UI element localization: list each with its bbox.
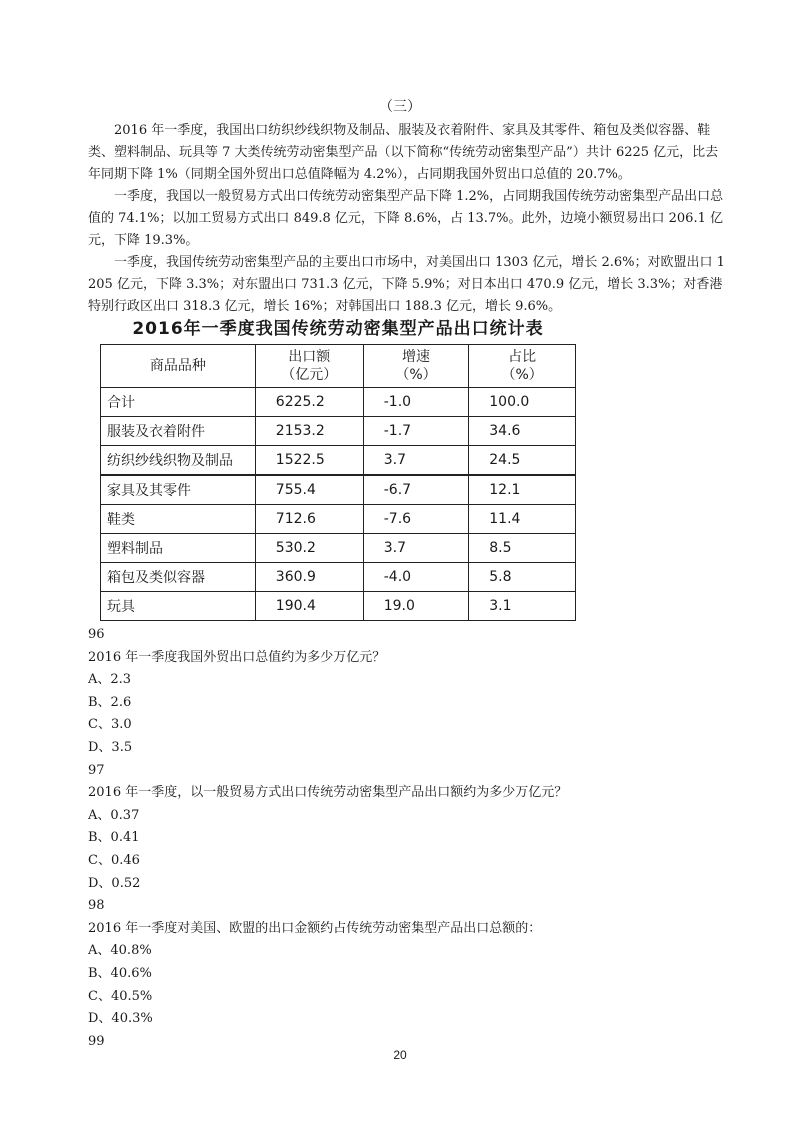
cell-name: 纺织纱线织物及制品 xyxy=(101,446,256,476)
header-share-line1: 占比 xyxy=(508,349,537,365)
cell-export: 530.2 xyxy=(255,534,363,563)
table-row xyxy=(101,475,576,505)
header-growth xyxy=(363,345,469,388)
table-title: 2016年一季度我国传统劳动密集型产品出口统计表 xyxy=(132,319,544,339)
cell-growth: 3.7 xyxy=(363,446,469,476)
answer-option: D、0.52 xyxy=(88,875,141,891)
table-row xyxy=(101,505,576,534)
cell-name: 玩具 xyxy=(101,592,256,621)
answer-option: D、3.5 xyxy=(88,739,133,755)
question-number: 96 xyxy=(88,627,105,642)
cell-name: 鞋类 xyxy=(101,505,256,534)
cell-growth: -1.0 xyxy=(363,388,469,417)
paragraph-2: 一季度，我国以一般贸易方式出口传统劳动密集型产品下降 1.2%，占同期我国传统劳动密集型产品出口总值的 74.1%；以加工贸易方式出口 849.8 亿元，下降 8.6%，占 13.7%。此外，边境小额贸易出口 206.1 亿元，下降 19.3%。 xyxy=(88,189,724,248)
export-stats-table xyxy=(100,344,576,621)
cell-share: 34.6 xyxy=(469,417,576,446)
header-growth-line1: 增速 xyxy=(401,349,430,365)
header-growth-line2: （%） xyxy=(395,367,437,383)
table-row xyxy=(101,563,576,592)
cell-growth: 3.7 xyxy=(363,534,469,563)
paragraph-3: 一季度，我国传统劳动密集型产品的主要出口市场中，对美国出口 1303 亿元，增长 2.6%；对欧盟出口 1205 亿元，下降 3.3%；对东盟出口 731.3 亿元，下降 5.9%；对日本出口 470.9 亿元，增长 3.3%；对香港特别行政区出口 318.3 亿元，增长 16%；对韩国出口 188.3 亿元，增长 9.6%。 xyxy=(88,255,725,314)
answer-option: C、3.0 xyxy=(88,717,132,733)
cell-share: 5.8 xyxy=(469,563,576,592)
answer-option: A、40.8% xyxy=(88,943,152,959)
cell-export: 6225.2 xyxy=(255,388,363,417)
question-text: 2016 年一季度，以一般贸易方式出口传统劳动密集型产品出口额约为多少万亿元？ xyxy=(88,785,568,801)
answer-option: A、2.3 xyxy=(88,672,132,688)
question-number: 97 xyxy=(88,762,105,778)
page-number: 20 xyxy=(393,1048,407,1062)
header-export-line1: 出口额 xyxy=(288,349,331,365)
header-product-label: 商品品种 xyxy=(149,358,206,374)
cell-growth: 19.0 xyxy=(363,592,469,621)
cell-name: 家具及其零件 xyxy=(101,475,256,505)
answer-option: B、0.41 xyxy=(88,830,140,846)
cell-export: 712.6 xyxy=(255,505,363,534)
cell-name: 塑料制品 xyxy=(101,534,256,563)
cell-growth: -7.6 xyxy=(363,505,469,534)
table-row xyxy=(101,446,576,476)
cell-share: 24.5 xyxy=(469,446,576,476)
cell-export: 2153.2 xyxy=(255,417,363,446)
table-row xyxy=(101,592,576,621)
table-row xyxy=(101,534,576,563)
cell-export: 190.4 xyxy=(255,592,363,621)
cell-export: 360.9 xyxy=(255,563,363,592)
section-title: （三） xyxy=(379,99,421,115)
answer-option: A、0.37 xyxy=(88,807,140,823)
cell-share: 12.1 xyxy=(469,475,576,505)
cell-share: 3.1 xyxy=(469,592,576,621)
answer-option: C、0.46 xyxy=(88,852,140,868)
question-number: 99 xyxy=(88,1033,105,1049)
question-list xyxy=(88,624,728,1053)
table-header-row xyxy=(101,345,576,388)
question-text: 2016 年一季度对美国、欧盟的出口金额约占传统劳动密集型产品出口总额的： xyxy=(88,920,542,936)
answer-option: B、2.6 xyxy=(88,694,132,710)
header-export xyxy=(255,345,363,388)
cell-growth: -1.7 xyxy=(363,417,469,446)
cell-export: 1522.5 xyxy=(255,446,363,476)
table-row xyxy=(101,388,576,417)
cell-name: 箱包及类似容器 xyxy=(101,563,256,592)
header-share-line2: （%） xyxy=(501,367,543,383)
question-number: 98 xyxy=(88,898,105,914)
paragraph-1: 2016 年一季度，我国出口纺织纱线织物及制品、服装及衣着附件、家具及其零件、箱包及类似容器、鞋类、塑料制品、玩具等 7 大类传统劳动密集型产品（以下简称“传统劳动密集型产品”）共计 6225 亿元，比去年同期下降 1%（同期全国外贸出口总值降幅为 4.2%），占同期我国外贸出口总值的 20.7%。 xyxy=(88,123,719,182)
cell-share: 11.4 xyxy=(469,505,576,534)
table-row xyxy=(101,417,576,446)
cell-growth: -6.7 xyxy=(363,475,469,505)
answer-option: B、40.6% xyxy=(88,965,152,981)
cell-share: 8.5 xyxy=(469,534,576,563)
header-share xyxy=(469,345,576,388)
header-product xyxy=(101,345,256,388)
cell-export: 755.4 xyxy=(255,475,363,505)
question-text: 2016 年一季度我国外贸出口总值约为多少万亿元？ xyxy=(88,649,386,665)
header-export-line2: （亿元） xyxy=(281,367,338,383)
answer-option: C、40.5% xyxy=(88,988,153,1004)
cell-name: 服装及衣着附件 xyxy=(101,417,256,446)
cell-share: 100.0 xyxy=(469,388,576,417)
cell-name: 合计 xyxy=(101,388,256,417)
answer-option: D、40.3% xyxy=(88,1011,153,1027)
cell-growth: -4.0 xyxy=(363,563,469,592)
